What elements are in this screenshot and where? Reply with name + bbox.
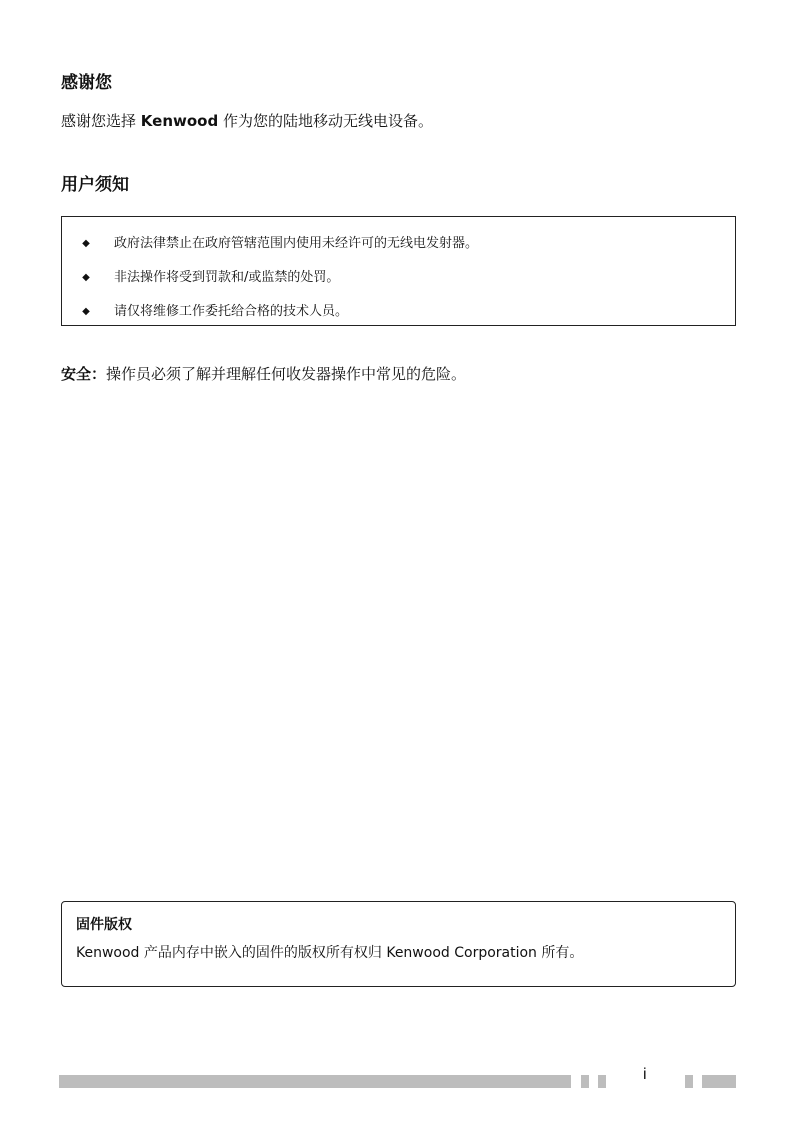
footer-bar [702,1075,736,1088]
bullet-diamond-icon: ◆ [82,238,90,249]
footer-block [685,1075,693,1088]
notice-item-text: 政府法律禁止在政府管辖范围内使用未经许可的无线电发射器。 [114,236,479,251]
thanks-heading: 感谢您 [61,73,112,93]
notice-box [61,216,736,326]
notice-heading: 用户须知 [61,175,129,195]
page-number: i [643,1066,647,1083]
brand-name: Kenwood [140,112,219,130]
notice-item-text: 请仅将维修工作委托给合格的技术人员。 [114,304,349,319]
firmware-title: 固件版权 [76,917,132,933]
notice-item-text: 非法操作将受到罚款和/或监禁的处罚。 [114,270,340,285]
firmware-text: Kenwood 产品内存中嵌入的固件的版权所有权归 Kenwood Corporation 所有。 [76,945,584,961]
safety-text: 操作员必须了解并理解任何收发器操作中常见的危险。 [106,365,467,383]
thanks-paragraph [61,111,433,131]
safety-paragraph [61,364,466,384]
footer-block [598,1075,606,1088]
bullet-diamond-icon: ◆ [82,272,90,283]
safety-label: 安全： [61,365,107,383]
footer-bar [59,1075,571,1088]
thanks-text-before: 感谢您选择 [61,112,141,130]
firmware-copyright-box [61,901,736,987]
footer-block [581,1075,589,1088]
bullet-diamond-icon: ◆ [82,306,90,317]
thanks-text-after: 作为您的陆地移动无线电设备。 [218,112,433,130]
